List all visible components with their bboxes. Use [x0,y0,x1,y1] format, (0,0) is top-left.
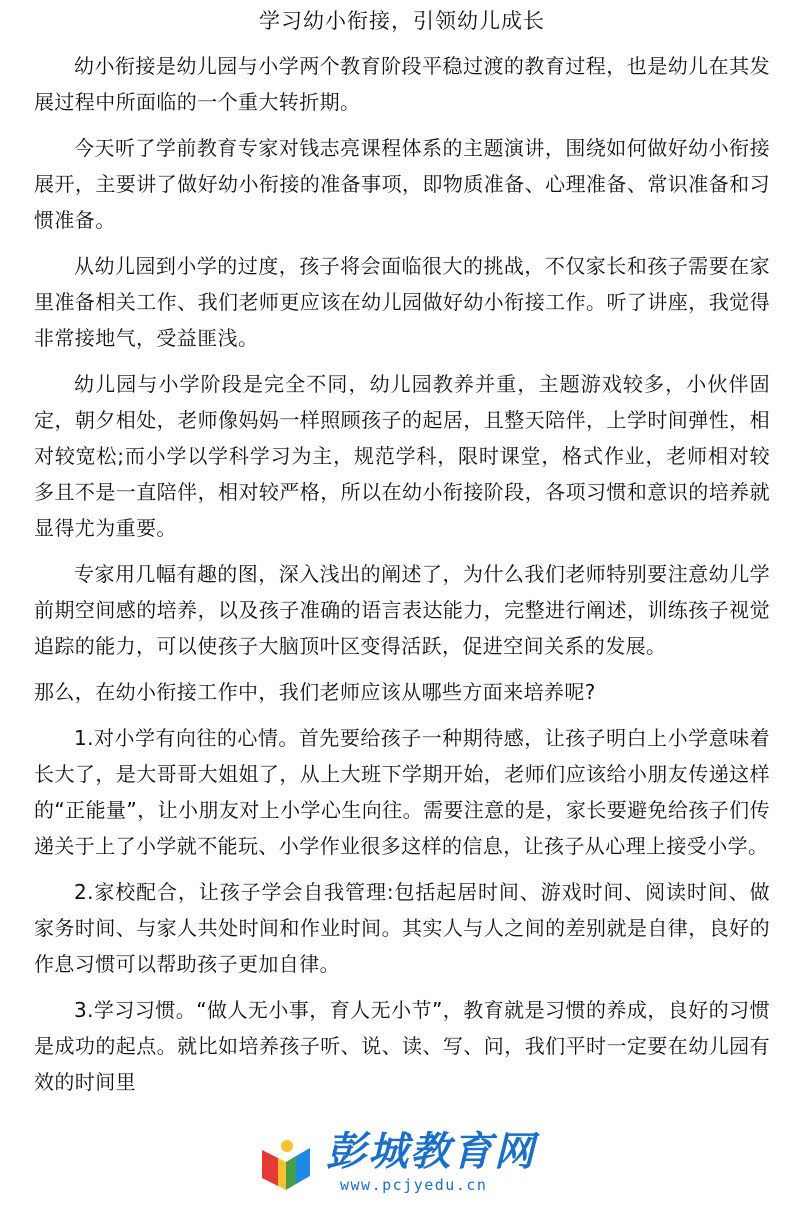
book-spark [281,1140,293,1152]
paragraph-4: 幼儿园与小学阶段是完全不同，幼儿园教养并重，主题游戏较多，小伙伴固定，朝夕相处，老师像妈妈一样照顾孩子的起居，且整天陪伴，上学时间弹性，相对较宽松;而小学以学科学习为主，规范学科，限时课堂，格式作业，老师相对较多且不是一直陪伴，相对较严格，所以在幼小衔接阶段，各项习惯和意识的培养就显得尤为重要。 [34,372,770,540]
paragraph-8: 2.家校配合，让孩子学会自我管理:包括起居时间、游戏时间、阅读时间、做家务时间、与家人共处时间和作业时间。其实人与人之间的差别就是自律，良好的作息习惯可以帮助孩子更加自律。 [34,880,770,976]
paragraph-2: 今天听了学前教育专家对钱志亮课程体系的主题演讲，围绕如何做好幼小衔接展开，主要讲了做好幼小衔接的准备事项，即物质准备、心理准备、常识准备和习惯准备。 [34,136,770,232]
book-page-green [286,1156,296,1190]
article-body [34,48,770,1100]
book-page-yellow [278,1158,286,1190]
book-page-red [262,1150,278,1186]
paragraph-1: 幼小衔接是幼儿园与小学两个教育阶段平稳过渡的教育过程，也是幼儿在其发展过程中所面临的一个重大转折期。 [34,54,770,114]
book-page-blue [296,1148,310,1184]
site-watermark [256,1120,536,1200]
paragraph-5: 专家用几幅有趣的图，深入浅出的阐述了，为什么我们老师特别要注意幼儿学前期空间感的培养，以及孩子准确的语言表达能力，完整进行阐述，训练孩子视觉追踪的能力，可以使孩子大脑顶叶区变得活跃，促进空间关系的发展。 [34,562,770,658]
paragraph-9: 3.学习习惯。“做人无小事，育人无小节”，教育就是习惯的养成，良好的习惯是成功的起点。就比如培养孩子听、说、读、写、问，我们平时一定要在幼儿园有效的时间里 [34,998,770,1094]
watermark-site-url: www.pcjyedu.cn [340,1176,488,1194]
watermark-site-name: 彭城教育网 [326,1129,536,1175]
open-book-icon [256,1132,316,1192]
paragraph-7: 1.对小学有向往的心情。首先要给孩子一种期待感，让孩子明白上小学意味着长大了，是大哥哥大姐姐了，从上大班下学期开始，老师们应该给小朋友传递这样的“正能量”，让小朋友对上小学心生向往。需要注意的是，家长要避免给孩子们传递关于上了小学就不能玩、小学作业很多这样的信息，让孩子从心理上接受小学。 [34,726,770,858]
document-title: 学习幼小衔接，引领幼儿成长 [259,9,545,33]
paragraph-6: 那么，在幼小衔接工作中，我们老师应该从哪些方面来培养呢? [34,680,596,704]
paragraph-3: 从幼儿园到小学的过度，孩子将会面临很大的挑战，不仅家长和孩子需要在家里准备相关工作、我们老师更应该在幼儿园做好幼小衔接工作。听了讲座，我觉得非常接地气，受益匪浅。 [34,254,770,350]
